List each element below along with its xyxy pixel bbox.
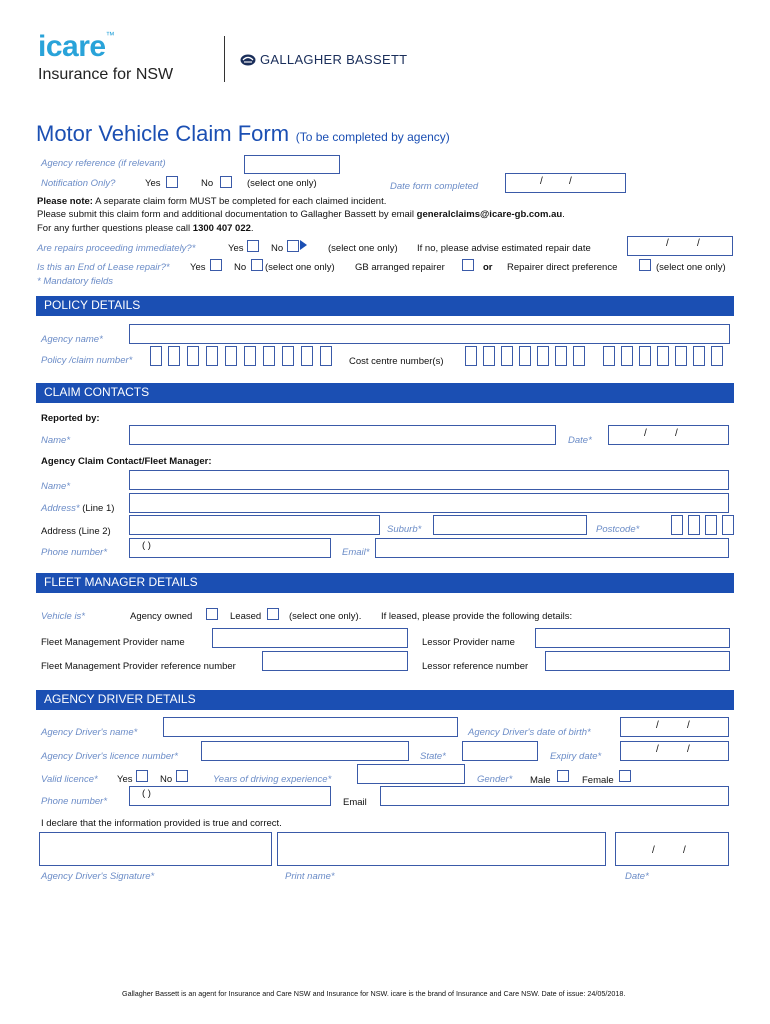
agency-contact-label: Agency Claim Contact/Fleet Manager: — [41, 456, 212, 467]
valid-licence-yes-label: Yes — [117, 774, 133, 785]
print-name-label: Print name* — [285, 871, 335, 882]
policy-digit-box[interactable] — [206, 346, 218, 366]
notification-yes-label: Yes — [145, 178, 161, 189]
repairer-select-one: (select one only) — [656, 262, 726, 273]
agency-owned-label: Agency owned — [130, 611, 193, 622]
cost-centre-digit-box[interactable] — [675, 346, 687, 366]
driver-phone-value: ( ) — [142, 788, 151, 799]
print-name-input[interactable] — [277, 832, 606, 866]
form-title-text: Motor Vehicle Claim Form — [36, 121, 290, 146]
driver-email-input[interactable] — [380, 786, 729, 806]
cost-centre-digit-box[interactable] — [519, 346, 531, 366]
suburb-label: Suburb* — [387, 524, 422, 535]
date-slash: / — [675, 428, 678, 439]
repairs-if-no-label: If no, please advise estimated repair date — [417, 243, 591, 254]
cost-centre-digit-box[interactable] — [537, 346, 549, 366]
agency-name-label: Agency name* — [41, 334, 103, 345]
policy-digit-box[interactable] — [244, 346, 256, 366]
line1-label: (Line 1) — [82, 503, 115, 514]
contact-phone-label: Phone number* — [41, 547, 108, 558]
notification-only-label: Notification Only? — [41, 178, 116, 189]
contact-email-label: Email* — [342, 547, 370, 558]
date-slash: / — [656, 744, 659, 755]
mandatory-note: * Mandatory fields — [37, 276, 114, 287]
icare-logo — [38, 30, 115, 64]
submit-email-link[interactable]: generalclaims@icare-gb.com.au — [416, 209, 563, 220]
please-note-bold: Please note: — [37, 196, 93, 207]
driver-email-label: Email — [343, 797, 367, 808]
form-title — [36, 121, 450, 147]
repairs-yes-checkbox[interactable] — [247, 240, 259, 252]
please-note — [37, 196, 386, 207]
form-subtitle: (To be completed by agency) — [295, 130, 450, 144]
postcode-digit-box[interactable] — [705, 515, 717, 535]
logo-divider — [224, 36, 225, 82]
repairer-direct-label: Repairer direct preference — [507, 262, 618, 273]
reported-by-label: Reported by: — [41, 413, 100, 424]
leased-checkbox[interactable] — [267, 608, 279, 620]
date-slash: / — [687, 720, 690, 731]
cost-centre-digit-box[interactable] — [573, 346, 585, 366]
contact-name-label: Name* — [41, 481, 71, 492]
lease-no-checkbox[interactable] — [251, 259, 263, 271]
submit-end: . — [562, 209, 565, 220]
declaration-date-input[interactable] — [615, 832, 729, 866]
gb-arranged-label: GB arranged repairer — [355, 262, 445, 273]
driver-dob-input[interactable] — [620, 717, 729, 737]
or-label: or — [483, 262, 493, 273]
cost-centre-digit-box[interactable] — [603, 346, 615, 366]
agency-reference-label: Agency reference (if relevant) — [41, 158, 166, 169]
cost-centre-digit-box[interactable] — [693, 346, 705, 366]
policy-digit-box[interactable] — [187, 346, 199, 366]
valid-licence-label: Valid licence* — [41, 774, 98, 785]
policy-digit-box[interactable] — [150, 346, 162, 366]
policy-digit-box[interactable] — [282, 346, 294, 366]
valid-licence-no-checkbox[interactable] — [176, 770, 188, 782]
expiry-date-label: Expiry date* — [550, 751, 602, 762]
address-line2-input[interactable] — [129, 515, 380, 535]
contact-email-input[interactable] — [375, 538, 729, 558]
policy-digit-box[interactable] — [301, 346, 313, 366]
female-checkbox[interactable] — [619, 770, 631, 782]
cost-centre-digit-box[interactable] — [555, 346, 567, 366]
gallagher-bassett-globe-icon — [240, 54, 256, 66]
agency-owned-checkbox[interactable] — [206, 608, 218, 620]
address-line1-label — [41, 503, 114, 514]
fleet-select-one: (select one only). — [289, 611, 362, 622]
date-slash: / — [687, 744, 690, 755]
address-line1-input[interactable] — [129, 493, 729, 513]
gender-label: Gender* — [477, 774, 513, 785]
declaration-date-label: Date* — [625, 871, 649, 882]
provider-name-label: Fleet Management Provider name — [41, 637, 185, 648]
please-note-text: A separate claim form MUST be completed for each claimed incident. — [92, 196, 387, 207]
questions-phone: 1300 407 022 — [192, 223, 251, 234]
vehicle-is-label: Vehicle is* — [41, 611, 86, 622]
driver-state-input[interactable] — [462, 741, 538, 761]
lessor-provider-input[interactable] — [535, 628, 730, 648]
address-label: Address* — [41, 503, 80, 514]
expiry-date-input[interactable] — [620, 741, 729, 761]
reporter-name-input[interactable] — [129, 425, 556, 445]
agency-reference-input[interactable] — [244, 155, 340, 174]
valid-licence-no-label: No — [160, 774, 173, 785]
postcode-digit-box[interactable] — [722, 515, 734, 535]
provider-ref-label: Fleet Management Provider reference number — [41, 661, 236, 672]
submit-instructions — [37, 209, 565, 220]
driver-licence-input[interactable] — [201, 741, 409, 761]
driver-phone-label: Phone number* — [41, 796, 108, 807]
policy-claim-number-label: Policy /claim number* — [41, 355, 133, 366]
contact-phone-input[interactable] — [129, 538, 331, 558]
reporter-date-label: Date* — [568, 435, 592, 446]
lessor-ref-label: Lessor reference number — [422, 661, 529, 672]
declaration-text: I declare that the information provided is true and correct. — [41, 818, 282, 829]
repairs-yes-label: Yes — [228, 243, 244, 254]
valid-licence-yes-checkbox[interactable] — [136, 770, 148, 782]
icare-trademark: ™ — [105, 30, 115, 40]
driver-details-header: AGENCY DRIVER DETAILS — [36, 690, 734, 710]
driver-licence-label: Agency Driver's licence number* — [41, 751, 178, 762]
submit-text: Please submit this claim form and additional documentation to Gallagher Bassett by email — [37, 209, 417, 220]
lease-select-one: (select one only) — [265, 262, 335, 273]
cost-centre-digit-box[interactable] — [501, 346, 513, 366]
cost-centre-digit-box[interactable] — [483, 346, 495, 366]
date-slash: / — [569, 176, 572, 187]
driver-name-label: Agency Driver's name* — [41, 727, 138, 738]
cost-centre-label: Cost centre number(s) — [349, 356, 444, 367]
notification-select-one: (select one only) — [247, 178, 317, 189]
questions-end: . — [250, 223, 254, 234]
date-slash: / — [540, 176, 543, 187]
address-line2-label: Address (Line 2) — [41, 526, 111, 537]
driver-name-input[interactable] — [163, 717, 458, 737]
agency-name-input[interactable] — [129, 324, 730, 344]
date-slash: / — [683, 845, 686, 856]
date-form-completed-label: Date form completed — [390, 181, 479, 192]
postcode-digit-box[interactable] — [671, 515, 683, 535]
fleet-manager-header: FLEET MANAGER DETAILS — [36, 573, 734, 593]
driver-phone-input[interactable] — [129, 786, 331, 806]
date-slash: / — [652, 845, 655, 856]
date-slash: / — [644, 428, 647, 439]
policy-digit-box[interactable] — [320, 346, 332, 366]
icare-subtitle: Insurance for NSW — [38, 66, 174, 83]
date-slash: / — [697, 238, 700, 249]
female-label: Female — [582, 775, 614, 786]
male-checkbox[interactable] — [557, 770, 569, 782]
policy-digit-box[interactable] — [225, 346, 237, 366]
arrow-right-icon — [300, 240, 307, 250]
postcode-label: Postcode* — [596, 524, 640, 535]
lease-yes-checkbox[interactable] — [210, 259, 222, 271]
date-form-completed-input[interactable] — [505, 173, 626, 193]
cost-centre-digit-box[interactable] — [657, 346, 669, 366]
lease-yes-label: Yes — [190, 262, 206, 273]
cost-centre-digit-box[interactable] — [465, 346, 477, 366]
driver-state-label: State* — [420, 751, 446, 762]
gallagher-bassett-logo — [240, 52, 407, 67]
policy-digit-box[interactable] — [263, 346, 275, 366]
questions-line — [37, 223, 254, 234]
policy-digit-box[interactable] — [168, 346, 180, 366]
cost-centre-digit-box[interactable] — [711, 346, 723, 366]
date-slash: / — [656, 720, 659, 731]
repairs-select-one: (select one only) — [328, 243, 398, 254]
signature-label: Agency Driver's Signature* — [41, 871, 155, 882]
reporter-date-input[interactable] — [608, 425, 729, 445]
gb-arranged-checkbox[interactable] — [462, 259, 474, 271]
repairs-no-label: No — [271, 243, 284, 254]
years-experience-label: Years of driving experience* — [213, 774, 332, 785]
reporter-name-label: Name* — [41, 435, 71, 446]
lessor-ref-input[interactable] — [545, 651, 730, 671]
notification-no-label: No — [201, 178, 214, 189]
lease-no-label: No — [234, 262, 247, 273]
claim-contacts-header: CLAIM CONTACTS — [36, 383, 734, 403]
repairs-no-checkbox[interactable] — [287, 240, 299, 252]
date-slash: / — [666, 238, 669, 249]
end-of-lease-label: Is this an End of Lease repair?* — [37, 262, 170, 273]
gallagher-bassett-text: GALLAGHER BASSETT — [260, 52, 408, 67]
notification-yes-checkbox[interactable] — [166, 176, 178, 188]
estimated-repair-date-input[interactable] — [627, 236, 733, 256]
postcode-digit-box[interactable] — [688, 515, 700, 535]
contact-phone-value: ( ) — [142, 540, 151, 551]
policy-details-header: POLICY DETAILS — [36, 296, 734, 316]
lessor-provider-label: Lessor Provider name — [422, 637, 515, 648]
leased-label: Leased — [230, 611, 262, 622]
questions-text: For any further questions please call — [37, 223, 193, 234]
signature-input[interactable] — [39, 832, 272, 866]
years-experience-input[interactable] — [357, 764, 465, 784]
suburb-input[interactable] — [433, 515, 587, 535]
driver-dob-label: Agency Driver's date of birth* — [468, 727, 591, 738]
notification-no-checkbox[interactable] — [220, 176, 232, 188]
icare-logo-text: icare — [38, 30, 106, 63]
male-label: Male — [530, 775, 551, 786]
repairer-direct-checkbox[interactable] — [639, 259, 651, 271]
cost-centre-digit-box[interactable] — [639, 346, 651, 366]
if-leased-label: If leased, please provide the following details: — [381, 611, 573, 622]
cost-centre-digit-box[interactable] — [621, 346, 633, 366]
repairs-question-label: Are repairs proceeding immediately?* — [37, 243, 196, 254]
provider-ref-input[interactable] — [262, 651, 408, 671]
provider-name-input[interactable] — [212, 628, 408, 648]
footer-text: Gallagher Bassett is an agent for Insurance and Care NSW and Insurance for NSW. icare is the brand of Insurance and Care NSW. Date of issue: 24/05/2018. — [122, 989, 626, 998]
contact-name-input[interactable] — [129, 470, 729, 490]
